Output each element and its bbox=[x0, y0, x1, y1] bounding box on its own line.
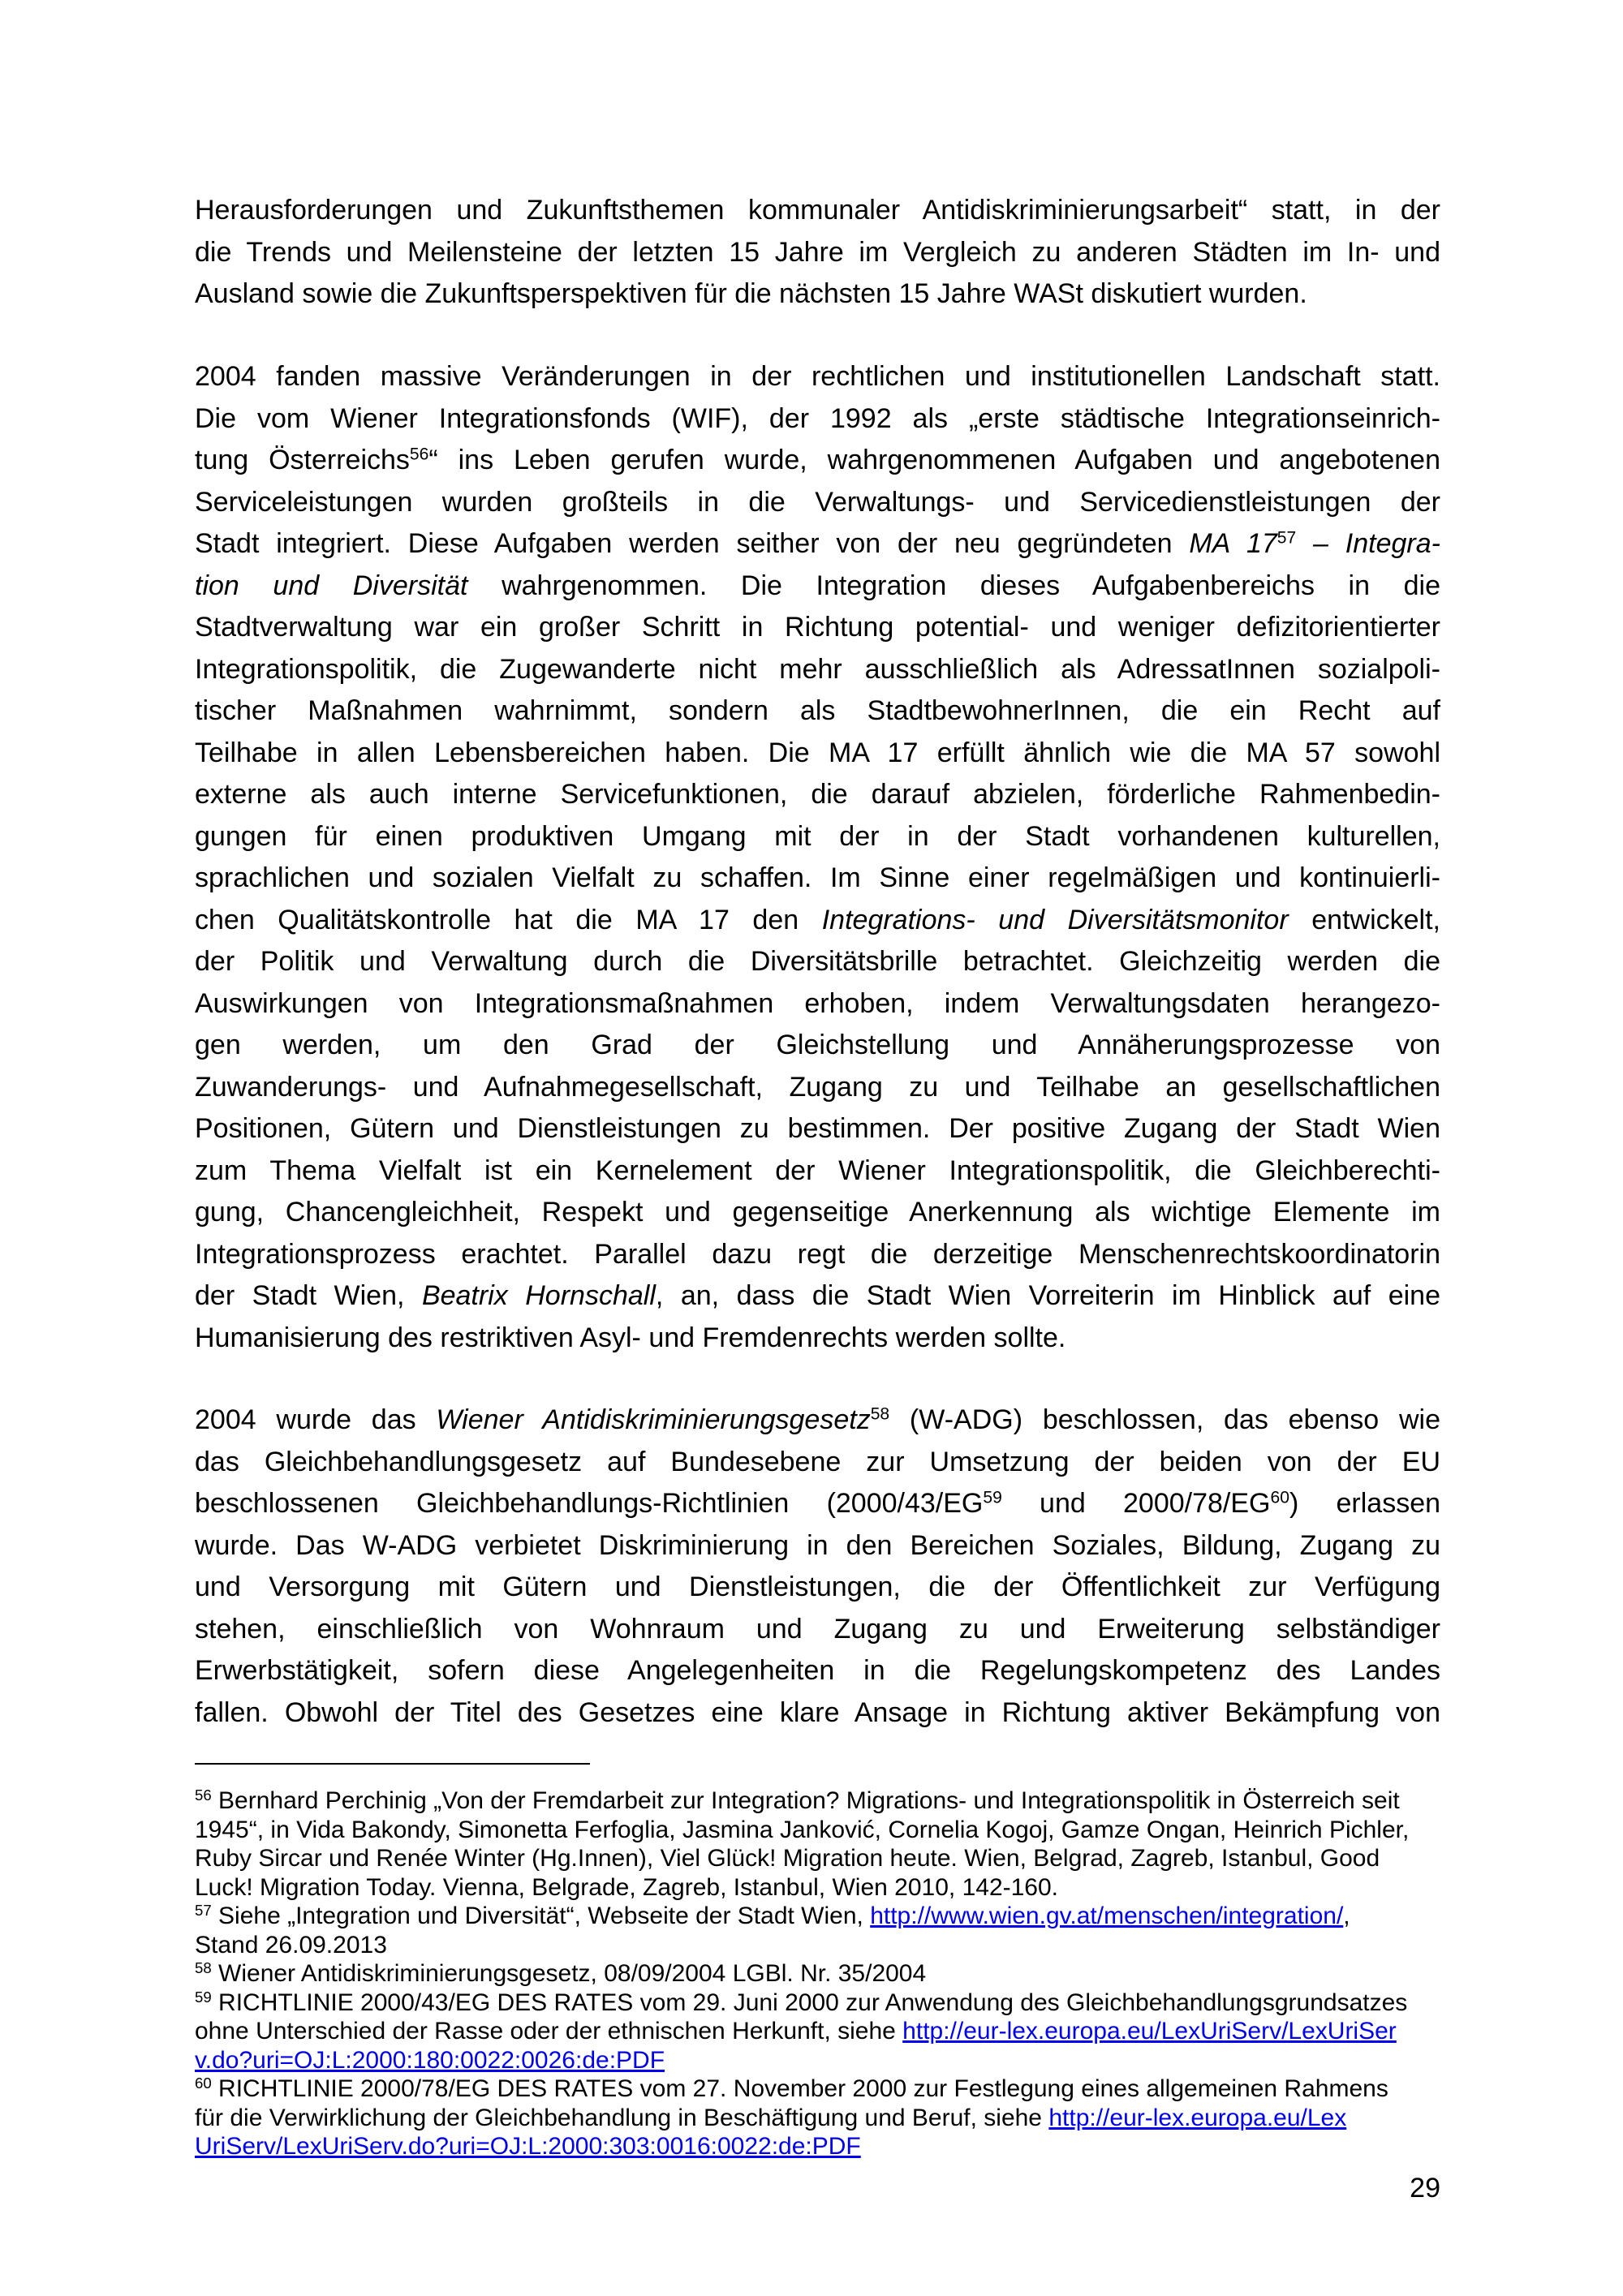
text-run: , bbox=[1343, 1903, 1350, 1929]
text-line bbox=[195, 1150, 1440, 1193]
text-run: Stadt integriert. Diese Aufgaben werden seither von der neu gegründeten bbox=[195, 528, 1190, 559]
text-line bbox=[195, 398, 1440, 441]
text-run: ) erlassen bbox=[1289, 1488, 1441, 1519]
footnote-line bbox=[195, 1931, 1461, 1960]
text-run: 2004 fanden massive Veränderungen in der rechtlichen und institutionellen Landschaft statt. bbox=[195, 361, 1440, 392]
text-line bbox=[195, 983, 1440, 1025]
text-run: Ruby Sircar und Renée Winter (Hg.Innen), Viel Glück! Migration heute. Wien, Belgrad, Zagreb, Istanbul, Good bbox=[195, 1845, 1380, 1872]
text-run: die Trends und Meilensteine der letzten 15 Jahre im Vergleich zu anderen Städten im In- und bbox=[195, 236, 1440, 268]
text-line bbox=[195, 1692, 1440, 1735]
text-line bbox=[195, 1275, 1440, 1318]
text-line bbox=[195, 900, 1440, 942]
text-line bbox=[195, 190, 1440, 232]
text-run: sprachlichen und sozialen Vielfalt zu schaffen. Im Sinne einer regelmäßigen und kontinuierli- bbox=[195, 862, 1440, 893]
text-run: der Politik und Verwaltung durch die Diversitätsbrille betrachtet. Gleichzeitig werden die bbox=[195, 946, 1440, 977]
footnote-marker: 58 bbox=[870, 1404, 890, 1424]
text-line bbox=[195, 941, 1440, 983]
text-line bbox=[195, 565, 1440, 608]
text-run: Teilhabe in allen Lebensbereichen haben. Die MA 17 erfüllt ähnlich wie die MA 57 sowohl bbox=[195, 737, 1440, 768]
text-run: Erwerbstätigkeit, sofern diese Angelegenheiten in die Regelungskompetenz des Landes bbox=[195, 1655, 1440, 1686]
text-run: Luck! Migration Today. Vienna, Belgrade, Zagreb, Istanbul, Wien 2010, 142-160. bbox=[195, 1873, 1059, 1901]
text-line bbox=[195, 1318, 1440, 1360]
text-run: , an, dass die Stadt Wien Vorreiterin im Hinblick auf eine bbox=[655, 1280, 1440, 1311]
footnote-line bbox=[195, 2104, 1461, 2133]
text-run: tischer Maßnahmen wahrnimmt, sondern als StadtbewohnerInnen, die ein Recht auf bbox=[195, 695, 1440, 726]
text-line bbox=[195, 607, 1440, 649]
text-run: RICHTLINIE 2000/43/EG DES RATES vom 29. Juni 2000 zur Anwendung des Gleichbehandlungsgrundsatzes bbox=[211, 1989, 1408, 2016]
text-line bbox=[195, 1442, 1440, 1484]
italic-text: Integrations- und Diversitätsmonitor bbox=[821, 904, 1289, 935]
text-run: fallen. Obwohl der Titel des Gesetzes eine klare Ansage in Richtung aktiver Bekämpfung von bbox=[195, 1696, 1440, 1728]
text-line bbox=[195, 1234, 1440, 1276]
page-number: 29 bbox=[1410, 2173, 1440, 2204]
italic-text: Wiener Antidiskriminierungsgesetz bbox=[436, 1404, 871, 1435]
hyperlink[interactable]: http://eur-lex.europa.eu/Lex bbox=[1048, 2104, 1347, 2131]
text-line bbox=[195, 482, 1440, 524]
footnote-marker: 57 bbox=[1276, 528, 1297, 548]
text-line bbox=[195, 1483, 1440, 1525]
footnote-marker: 58 bbox=[195, 1958, 212, 1976]
footnote-marker: 60 bbox=[1270, 1488, 1289, 1507]
text-line bbox=[195, 273, 1440, 316]
footnote-line bbox=[195, 1873, 1461, 1903]
text-line bbox=[195, 733, 1440, 775]
footnote-marker: 60 bbox=[195, 2074, 212, 2092]
text-line bbox=[195, 1108, 1440, 1150]
text-run: gen werden, um den Grad der Gleichstellung und Annäherungsprozesse von bbox=[195, 1030, 1440, 1060]
text-run: RICHTLINIE 2000/78/EG DES RATES vom 27. November 2000 zur Festlegung eines allgemeinen Rahmens bbox=[211, 2075, 1388, 2102]
text-run: stehen, einschließlich von Wohnraum und Zugang zu und Erweiterung selbständiger bbox=[195, 1613, 1440, 1645]
paragraph-3 bbox=[195, 1400, 1440, 1734]
text-line bbox=[195, 1525, 1440, 1567]
text-run: Siehe „Integration und Diversität“, Webseite der Stadt Wien, bbox=[211, 1903, 871, 1929]
text-line bbox=[195, 1609, 1440, 1651]
text-run: und 2000/78/EG bbox=[1001, 1488, 1271, 1519]
text-run: Positionen, Gütern und Dienstleistungen zu bestimmen. Der positive Zugang der Stadt Wien bbox=[195, 1113, 1440, 1144]
text-run: “ ins Leben gerufen wurde, wahrgenommenen Aufgaben und angebotenen bbox=[428, 445, 1440, 475]
footnote-marker: 59 bbox=[195, 1988, 212, 2006]
text-run: wurde. Das W-ADG verbietet Diskriminierung in den Bereichen Soziales, Bildung, Zugang zu bbox=[195, 1529, 1440, 1561]
text-run: gung, Chancengleichheit, Respekt und gegenseitige Anerkennung als wichtige Elemente im bbox=[195, 1197, 1440, 1228]
text-line bbox=[195, 440, 1440, 482]
text-run: das Gleichbehandlungsgesetz auf Bundesebene zur Umsetzung der beiden von der EU bbox=[195, 1446, 1440, 1477]
text-run: beschlossenen Gleichbehandlungs-Richtlinien (2000/43/EG bbox=[195, 1488, 984, 1519]
text-run: tung Österreichs bbox=[195, 445, 410, 475]
text-line bbox=[195, 1567, 1440, 1609]
text-line bbox=[195, 858, 1440, 900]
text-run: Zuwanderungs- und Aufnahmegesellschaft, Zugang zu und Teilhabe an gesellschaftlichen bbox=[195, 1071, 1440, 1103]
italic-text: Beatrix Hornschall bbox=[421, 1280, 656, 1311]
hyperlink[interactable]: http://www.wien.gv.at/menschen/integration/ bbox=[870, 1903, 1344, 1929]
text-line bbox=[195, 690, 1440, 733]
text-run: externe als auch interne Servicefunktionen, die darauf abzielen, förderliche Rahmenbedin- bbox=[195, 779, 1440, 810]
text-run: und Versorgung mit Gütern und Dienstleistungen, die der Öffentlichkeit zur Verfügung bbox=[195, 1572, 1440, 1602]
text-run: gungen für einen produktiven Umgang mit der in der Stadt vorhandenen kulturellen, bbox=[195, 820, 1440, 852]
footnote-line bbox=[195, 2046, 1461, 2075]
footnote-marker: 57 bbox=[195, 1901, 212, 1919]
text-run: Stadtverwaltung war ein großer Schritt in Richtung potential- und weniger defizitorientierter bbox=[195, 612, 1440, 643]
text-run: Humanisierung des restriktiven Asyl- und Fremdenrechts werden sollte. bbox=[195, 1322, 1066, 1353]
italic-text: tion und Diversität bbox=[195, 570, 468, 601]
footnote-separator bbox=[195, 1763, 590, 1765]
text-line bbox=[195, 1650, 1440, 1692]
text-run: Serviceleistungen wurden großteils in die Verwaltungs- und Servicedienstleistungen der bbox=[195, 486, 1440, 518]
footnote-line bbox=[195, 2017, 1461, 2046]
text-run: Die vom Wiener Integrationsfonds (WIF), der 1992 als „erste städtische Integrationseinrich- bbox=[195, 402, 1440, 434]
hyperlink[interactable]: v.do?uri=OJ:L:2000:180:0022:0026:de:PDF bbox=[195, 2046, 665, 2074]
text-run: der Stadt Wien, bbox=[195, 1280, 422, 1311]
text-run: chen Qualitätskontrolle hat die MA 17 den bbox=[195, 904, 822, 935]
footnote-line bbox=[195, 2132, 1461, 2161]
footnote-marker: 56 bbox=[409, 445, 429, 464]
footnotes bbox=[195, 1786, 1461, 2161]
text-run: Auswirkungen von Integrationsmaßnahmen erhoben, indem Verwaltungsdaten herangezo- bbox=[195, 987, 1440, 1019]
text-run: Stand 26.09.2013 bbox=[195, 1931, 387, 1958]
hyperlink[interactable]: UriServ/LexUriServ.do?uri=OJ:L:2000:303:0016:0022:de:PDF bbox=[195, 2133, 861, 2160]
text-run: Wiener Antidiskriminierungsgesetz, 08/09/2004 LGBl. Nr. 35/2004 bbox=[211, 1960, 927, 1987]
text-run: Herausforderungen und Zukunftsthemen kommunaler Antidiskriminierungsarbeit“ statt, in der bbox=[195, 195, 1440, 226]
text-run: 2004 wurde das bbox=[195, 1404, 437, 1435]
italic-text: – Integra- bbox=[1296, 528, 1440, 559]
text-run: (W-ADG) beschlossen, das ebenso wie bbox=[889, 1404, 1440, 1435]
footnote-line bbox=[195, 1989, 1461, 2018]
footnote-marker: 59 bbox=[983, 1488, 1002, 1507]
text-line bbox=[195, 232, 1440, 274]
text-run: Integrationspolitik, die Zugewanderte nicht mehr ausschließlich als AdressatInnen sozialpoli- bbox=[195, 653, 1440, 685]
text-run: zum Thema Vielfalt ist ein Kernelement der Wiener Integrationspolitik, die Gleichberechti- bbox=[195, 1154, 1440, 1186]
text-run: für die Verwirklichung der Gleichbehandlung in Beschäftigung und Beruf, siehe bbox=[195, 2104, 1049, 2131]
footnote-line bbox=[195, 1816, 1461, 1845]
hyperlink[interactable]: http://eur-lex.europa.eu/LexUriServ/LexUriSer bbox=[902, 2018, 1397, 2044]
paragraph-2 bbox=[195, 356, 1440, 1359]
text-line bbox=[195, 774, 1440, 816]
text-line bbox=[195, 1400, 1440, 1442]
footnote-line bbox=[195, 1959, 1461, 1989]
text-run: Ausland sowie die Zukunftsperspektiven für die nächsten 15 Jahre WASt diskutiert wurden. bbox=[195, 278, 1307, 309]
text-line bbox=[195, 356, 1440, 398]
text-line bbox=[195, 1067, 1440, 1109]
italic-text: MA 17 bbox=[1189, 528, 1277, 559]
text-run: wahrgenommen. Die Integration dieses Aufgabenbereichs in die bbox=[467, 570, 1440, 601]
footnote-marker: 56 bbox=[195, 1786, 212, 1804]
text-run: ohne Unterschied der Rasse oder der ethnischen Herkunft, siehe bbox=[195, 2018, 903, 2044]
text-line bbox=[195, 649, 1440, 691]
text-line bbox=[195, 1025, 1440, 1067]
text-line bbox=[195, 523, 1440, 565]
text-line bbox=[195, 1192, 1440, 1234]
footnote-line bbox=[195, 2075, 1461, 2104]
footnote-line bbox=[195, 1844, 1461, 1873]
footnote-line bbox=[195, 1786, 1461, 1816]
text-run: Bernhard Perchinig „Von der Fremdarbeit zur Integration? Migrations- und Integrationspolitik in Österreich seit bbox=[211, 1787, 1400, 1814]
text-run: entwickelt, bbox=[1288, 904, 1440, 935]
text-run: Integrationsprozess erachtet. Parallel dazu regt die derzeitige Menschenrechtskoordinatorin bbox=[195, 1238, 1440, 1270]
paragraph-1 bbox=[195, 190, 1440, 316]
text-run: 1945“, in Vida Bakondy, Simonetta Ferfoglia, Jasmina Janković, Cornelia Kogoj, Gamze Ongan, Heinrich Pichler, bbox=[195, 1816, 1410, 1843]
text-line bbox=[195, 816, 1440, 858]
footnote-line bbox=[195, 1902, 1461, 1931]
